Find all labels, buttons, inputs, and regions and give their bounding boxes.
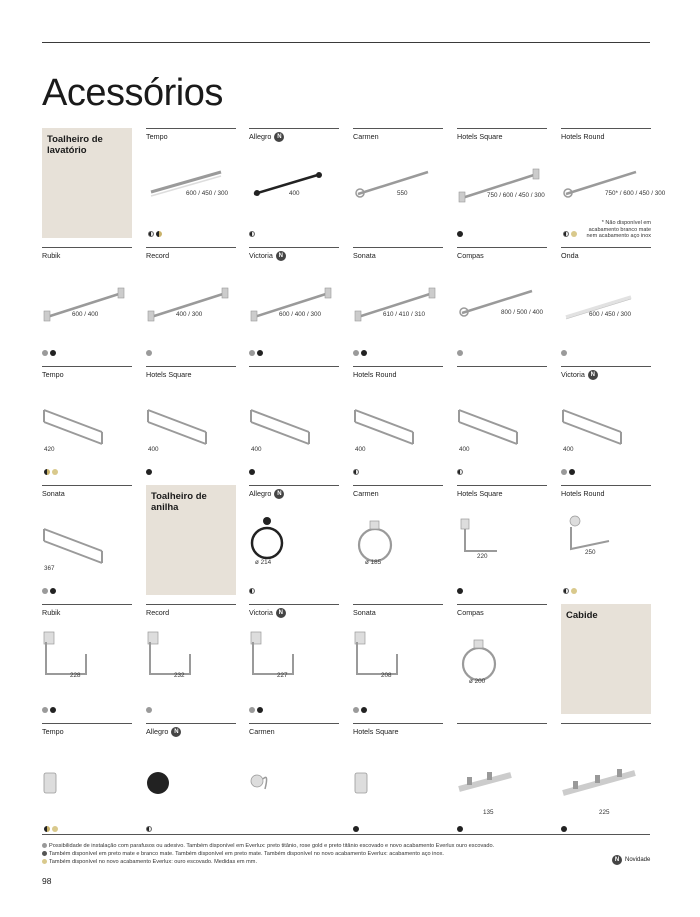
- finish-swatches: [457, 349, 463, 357]
- product-illustration: [353, 737, 443, 817]
- product-cell: [249, 247, 339, 357]
- product-name: [353, 132, 379, 141]
- product-name: [146, 727, 181, 737]
- product-name: [249, 489, 284, 499]
- finish-swatches: [146, 468, 152, 476]
- product-illustration: [457, 261, 547, 341]
- product-name-text: Carmen: [353, 132, 379, 141]
- product-illustration: [561, 261, 651, 341]
- finish-swatch-mix: [44, 826, 50, 832]
- dimension-label: 400: [289, 190, 300, 197]
- finish-swatch-black: [457, 231, 463, 237]
- product-name: [353, 489, 379, 498]
- product-name-text: Tempo: [42, 727, 64, 736]
- product-cell: [561, 485, 651, 595]
- product-name: [42, 251, 60, 260]
- dimension-label: 750* / 600 / 450 / 300: [605, 190, 666, 197]
- finish-swatches: [457, 825, 463, 833]
- product-cell: [42, 366, 132, 476]
- cell-rule: [249, 485, 339, 486]
- cell-rule: [561, 247, 651, 248]
- cell-rule: [353, 604, 443, 605]
- product-cell: [249, 723, 339, 833]
- product-name-text: Hotels Square: [353, 727, 399, 736]
- product-illustration: [249, 618, 339, 698]
- product-cell: [249, 366, 339, 476]
- finish-swatches: [42, 825, 58, 833]
- finish-swatches: [561, 468, 575, 476]
- finish-swatches: [353, 349, 367, 357]
- product-name-text: Sonata: [42, 489, 65, 498]
- finish-swatch-black: [561, 826, 567, 832]
- finish-swatches: [561, 349, 567, 357]
- dimension-label: 400: [459, 446, 470, 453]
- product-cell: [42, 485, 132, 595]
- finish-swatch-gold: [52, 826, 58, 832]
- product-name: [457, 132, 503, 141]
- finish-swatch-grey: [457, 350, 463, 356]
- cell-rule: [42, 604, 132, 605]
- product-name-text: Onda: [561, 251, 579, 260]
- product-cell: [249, 128, 339, 238]
- finish-swatch-grey: [42, 588, 48, 594]
- product-name-text: Hotels Round: [561, 132, 605, 141]
- dimension-label: 367: [44, 565, 55, 572]
- finish-swatch-half: [148, 231, 154, 237]
- product-name: [249, 132, 284, 142]
- finish-swatches: [249, 349, 263, 357]
- finish-swatch-half: [249, 231, 255, 237]
- product-name-text: Rubik: [42, 608, 61, 617]
- product-name-text: Allegro: [249, 132, 272, 141]
- dimension-label: 400 / 300: [176, 311, 203, 318]
- finish-swatch-grey: [561, 469, 567, 475]
- cell-rule: [353, 366, 443, 367]
- product-cell: [457, 128, 547, 238]
- footer-notes: [42, 842, 562, 866]
- product-cell: [146, 604, 236, 714]
- product-cell: [146, 247, 236, 357]
- product-illustration: [561, 142, 651, 222]
- finish-swatches: [561, 230, 577, 238]
- cell-rule: [146, 723, 236, 724]
- dimension-label: 600 / 400 / 300: [279, 311, 322, 318]
- product-illustration: [353, 142, 443, 222]
- cell-rule: [353, 247, 443, 248]
- dimension-label: 400: [148, 446, 159, 453]
- dimension-label: 227: [277, 672, 288, 679]
- product-illustration: [249, 737, 339, 817]
- finish-swatches: [457, 230, 463, 238]
- product-name-text: Compas: [457, 608, 484, 617]
- dimension-label: 550: [397, 190, 408, 197]
- product-illustration: [146, 618, 236, 698]
- product-illustration: [42, 737, 132, 817]
- finish-swatches: [42, 468, 58, 476]
- product-name: [561, 489, 605, 498]
- finish-swatches: [353, 468, 359, 476]
- product-cell: [561, 247, 651, 357]
- cell-rule: [146, 604, 236, 605]
- gold-finish-icon: [42, 859, 47, 864]
- cell-rule: [561, 128, 651, 129]
- cell-rule: [42, 247, 132, 248]
- cell-rule: [353, 128, 443, 129]
- product-cell: [353, 247, 443, 357]
- finish-swatch-black: [353, 826, 359, 832]
- product-cell: [42, 604, 132, 714]
- finish-swatch-grey: [353, 707, 359, 713]
- cell-rule: [353, 485, 443, 486]
- product-name-text: Allegro: [249, 489, 272, 498]
- product-illustration: [457, 142, 547, 222]
- product-cell: [561, 723, 651, 833]
- product-cell: [42, 723, 132, 833]
- product-name-text: Sonata: [353, 608, 376, 617]
- finish-swatches: [42, 349, 56, 357]
- product-name-text: Carmen: [353, 489, 379, 498]
- dimension-label: ø 214: [255, 559, 272, 566]
- cell-rule: [457, 723, 547, 724]
- product-name: [42, 608, 60, 617]
- product-illustration: [146, 380, 236, 460]
- cell-rule: [561, 485, 651, 486]
- dimension-label: 400: [251, 446, 262, 453]
- dimension-label: 600 / 400: [72, 311, 99, 318]
- cell-rule: [457, 485, 547, 486]
- new-badge-icon: N: [276, 608, 286, 618]
- page-number: 98: [42, 876, 52, 886]
- product-illustration: [561, 380, 651, 460]
- finish-swatch-half: [563, 588, 569, 594]
- category-header-label: Cabide: [566, 610, 598, 621]
- footer-line-text: Possibilidade de instalação com parafusos ou adesivo. Também disponível em Everlux: preto titânio, rose gold e preto titânio escovado e novo acabamento Everlux ouro escovado.: [49, 843, 495, 849]
- product-name-text: Record: [146, 608, 170, 617]
- product-illustration: [457, 618, 547, 698]
- dimension-label: 400: [563, 446, 574, 453]
- product-grid: [42, 128, 666, 839]
- product-cell: [561, 128, 666, 239]
- dimension-label: 135: [483, 809, 494, 816]
- product-cell: [457, 366, 547, 476]
- category-header-label: Toalheiro de anilha: [151, 491, 207, 513]
- product-illustration: [353, 261, 443, 341]
- finish-swatch-gold: [571, 231, 577, 237]
- product-name: [146, 608, 169, 617]
- finish-swatches: [249, 587, 255, 595]
- finish-swatch-half: [249, 588, 255, 594]
- finish-swatch-half: [146, 826, 152, 832]
- finish-swatch-black: [361, 707, 367, 713]
- screw-adhesive-icon: [42, 843, 47, 848]
- product-name: [249, 608, 286, 618]
- product-illustration: [249, 142, 339, 222]
- new-badge-icon: N: [274, 489, 284, 499]
- product-cell: [457, 247, 547, 357]
- product-illustration: [353, 618, 443, 698]
- product-cell: [457, 604, 547, 714]
- cell-rule: [353, 723, 443, 724]
- dimension-label: 800 / 500 / 400: [501, 309, 544, 316]
- product-illustration: [146, 737, 236, 817]
- product-illustration: [249, 499, 339, 579]
- finish-swatch-black: [257, 350, 263, 356]
- finish-swatches: [353, 825, 359, 833]
- product-cell: [146, 723, 236, 833]
- cell-rule: [249, 604, 339, 605]
- dimension-label: 400: [355, 446, 366, 453]
- category-header-label: Toalheiro de lavatório: [47, 134, 103, 156]
- product-name: [561, 132, 605, 141]
- cell-rule: [249, 723, 339, 724]
- finish-swatches: [249, 230, 255, 238]
- product-illustration: [42, 380, 132, 460]
- finish-swatches: [457, 587, 463, 595]
- product-name-text: Tempo: [146, 132, 168, 141]
- product-name: [146, 370, 192, 379]
- finish-swatch-grey: [561, 350, 567, 356]
- page-title: Acessórios: [42, 72, 223, 114]
- product-name-text: Hotels Square: [457, 489, 503, 498]
- product-name: [561, 370, 598, 380]
- finish-swatch-grey: [42, 707, 48, 713]
- footer-line: [42, 850, 562, 858]
- product-name: [353, 251, 376, 260]
- footer-line-text: Também disponível em preto mate e branco mate. Também disponível em preto mate. Também disponível no novo acabamento Everlux: acabamento aço inox.: [49, 851, 444, 857]
- product-illustration: [353, 499, 443, 579]
- new-badge-icon: N: [612, 855, 622, 865]
- product-illustration: [249, 380, 339, 460]
- product-illustration: [42, 499, 132, 579]
- dimension-label: 228: [70, 672, 81, 679]
- product-name-text: Hotels Round: [353, 370, 397, 379]
- finish-swatch-black: [249, 469, 255, 475]
- dimension-label: 750 / 600 / 450 / 300: [487, 192, 545, 199]
- product-name-text: Carmen: [249, 727, 275, 736]
- cell-rule: [249, 366, 339, 367]
- product-illustration: [353, 380, 443, 460]
- product-illustration: [42, 261, 132, 341]
- product-illustration: [457, 737, 547, 817]
- footer-line: [42, 842, 562, 850]
- product-name-text: Hotels Square: [457, 132, 503, 141]
- finish-swatch-black: [50, 588, 56, 594]
- product-name-text: Hotels Round: [561, 489, 605, 498]
- dimension-label: 232: [174, 672, 185, 679]
- product-name: [457, 608, 484, 617]
- finish-swatch-half: [457, 469, 463, 475]
- cell-rule: [42, 723, 132, 724]
- finish-swatch-black: [361, 350, 367, 356]
- finish-swatch-black: [50, 707, 56, 713]
- product-name-text: Victoria: [249, 251, 273, 260]
- product-cell: [353, 723, 443, 833]
- product-cell: [353, 485, 443, 595]
- product-name: [353, 370, 397, 379]
- cell-rule: [457, 128, 547, 129]
- product-name: [146, 132, 168, 141]
- dimension-label: 420: [44, 446, 55, 453]
- dimension-label: 600 / 450 / 300: [186, 190, 229, 197]
- cell-rule: [457, 604, 547, 605]
- novidade-label: Novidade: [625, 857, 651, 863]
- finish-swatch-mix: [44, 469, 50, 475]
- dimension-label: 250: [585, 549, 596, 556]
- product-name-text: Sonata: [353, 251, 376, 260]
- product-name: [353, 608, 376, 617]
- product-illustration: [457, 380, 547, 460]
- finish-swatch-grey: [249, 350, 255, 356]
- product-cell: [249, 485, 339, 595]
- finish-swatches: [42, 587, 56, 595]
- product-cell: [353, 604, 443, 714]
- dimension-label: 225: [599, 809, 610, 816]
- product-cell: [457, 723, 547, 833]
- finish-icon: [42, 851, 47, 856]
- product-name: [457, 251, 484, 260]
- cell-rule: [457, 247, 547, 248]
- dimension-label: 220: [477, 553, 488, 560]
- finish-swatches: [146, 825, 152, 833]
- finish-swatch-grey: [146, 350, 152, 356]
- finish-swatches: [249, 706, 263, 714]
- product-cell: [353, 128, 443, 238]
- finish-swatch-gold: [52, 469, 58, 475]
- product-illustration: [146, 142, 236, 222]
- finish-swatch-black: [569, 469, 575, 475]
- category-header-toalheiro-anilha: [146, 485, 236, 595]
- product-cell: [146, 366, 236, 476]
- finish-swatch-half: [353, 469, 359, 475]
- cell-rule: [561, 723, 651, 724]
- product-name: [146, 251, 169, 260]
- finish-swatches: [353, 706, 367, 714]
- cell-rule: [146, 128, 236, 129]
- finish-swatch-black: [50, 350, 56, 356]
- product-name-text: Tempo: [42, 370, 64, 379]
- product-name: [249, 251, 286, 261]
- product-name: [353, 727, 399, 736]
- cell-rule: [249, 247, 339, 248]
- novidade-legend: [612, 855, 650, 865]
- cell-rule: [146, 366, 236, 367]
- finish-swatch-half: [563, 231, 569, 237]
- finish-swatch-black: [146, 469, 152, 475]
- finish-swatches: [249, 468, 255, 476]
- finish-swatches: [561, 587, 577, 595]
- cell-rule: [42, 366, 132, 367]
- product-cell: [561, 366, 651, 476]
- product-cell: [353, 366, 443, 476]
- cell-rule: [146, 247, 236, 248]
- cell-rule: [457, 366, 547, 367]
- dimension-label: ø 200: [469, 678, 486, 685]
- cell-rule: [42, 485, 132, 486]
- category-header-toalheiro-lavatorio: [42, 128, 132, 238]
- product-illustration: [42, 618, 132, 698]
- product-cell: [146, 128, 236, 238]
- cell-rule: [561, 366, 651, 367]
- footer-line: [42, 858, 562, 866]
- product-illustration: [561, 499, 651, 579]
- finish-swatch-grey: [42, 350, 48, 356]
- product-name-text: Rubik: [42, 251, 61, 260]
- product-name-text: Compas: [457, 251, 484, 260]
- new-badge-icon: N: [276, 251, 286, 261]
- product-illustration: [146, 261, 236, 341]
- product-illustration: [457, 499, 547, 579]
- product-name-text: Victoria: [561, 370, 585, 379]
- product-name: [42, 727, 64, 736]
- finish-swatches: [146, 230, 162, 238]
- product-name-text: Victoria: [249, 608, 273, 617]
- finish-swatch-grey: [249, 707, 255, 713]
- product-name-text: Allegro: [146, 727, 169, 736]
- finish-swatches: [561, 825, 567, 833]
- category-header-cabide: [561, 604, 651, 714]
- product-cell: [457, 485, 547, 595]
- product-cell: [42, 247, 132, 357]
- finish-swatch-gold: [571, 588, 577, 594]
- dimension-label: 610 / 410 / 310: [383, 311, 426, 318]
- finish-swatch-grey: [146, 707, 152, 713]
- availability-note: * Não disponível em acabamento branco mate nem acabamento aço inox: [586, 220, 651, 239]
- footer-line-text: Também disponível no novo acabamento Everlux: ouro escovado. Medidas em mm.: [49, 859, 258, 865]
- footer-rule: [42, 834, 650, 835]
- finish-swatch-black: [457, 588, 463, 594]
- new-badge-icon: N: [171, 727, 181, 737]
- new-badge-icon: N: [274, 132, 284, 142]
- finish-swatch-grey: [353, 350, 359, 356]
- product-name-text: Record: [146, 251, 170, 260]
- finish-swatch-mix: [156, 231, 162, 237]
- finish-swatch-black: [257, 707, 263, 713]
- new-badge-icon: N: [588, 370, 598, 380]
- product-cell: [249, 604, 339, 714]
- product-name: [42, 489, 65, 498]
- finish-swatches: [42, 706, 56, 714]
- product-name: [561, 251, 579, 260]
- product-name: [457, 489, 503, 498]
- product-name: [249, 727, 275, 736]
- finish-swatches: [457, 468, 463, 476]
- product-illustration: [561, 737, 651, 817]
- top-rule: [42, 42, 650, 43]
- product-name-text: Hotels Square: [146, 370, 192, 379]
- product-illustration: [249, 261, 339, 341]
- dimension-label: ø 185: [365, 559, 382, 566]
- cell-rule: [249, 128, 339, 129]
- dimension-label: 208: [381, 672, 392, 679]
- dimension-label: 600 / 450 / 300: [589, 311, 632, 318]
- finish-swatches: [146, 349, 152, 357]
- finish-swatches: [146, 706, 152, 714]
- finish-swatch-black: [457, 826, 463, 832]
- product-name: [42, 370, 64, 379]
